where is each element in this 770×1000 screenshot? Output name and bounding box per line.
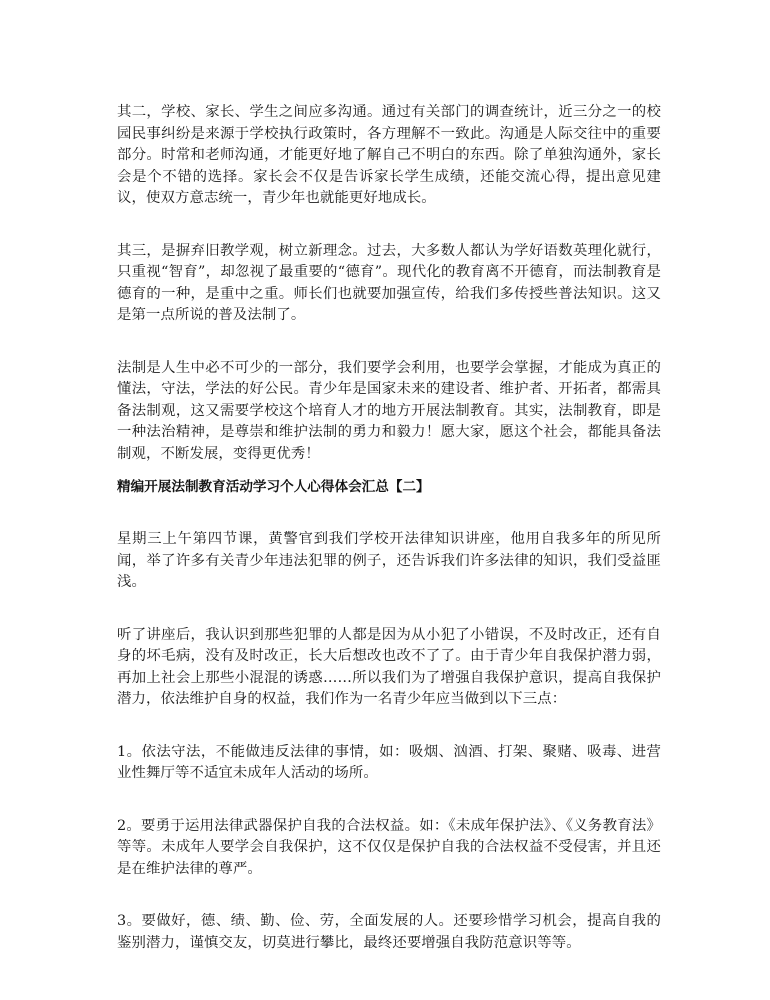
list-item-point-3: 3。要做好，德、绩、勤、俭、劳，全面发展的人。还要珍惜学习机会，提高自我的鉴别潜力，谨慎交友，切莫进行攀比，最终还要增强自我防范意识等等。	[117, 913, 661, 951]
paragraph-spacer	[117, 594, 661, 625]
document-page	[117, 102, 661, 954]
paragraph-spacer	[117, 210, 661, 241]
paragraph-spacer	[117, 880, 661, 911]
list-item-point-1: 1。依法守法，不能做违反法律的事情，如：吸烟、汹酒、打架、聚赌、吸毒、进营业性舞厅等不适宜未成年人活动的场所。	[117, 743, 661, 781]
paragraph-new-concept: 其三，是摒弃旧教学观，树立新理念。过去，大多数人都认为学好语数英理化就行，只重视“智育”，却忽视了最重要的“德育”。现代化的教育离不开德育，而法制教育是德育的一种，是重中之重。师长们也就要加强宣传，给我们多传授些普法知识。这又是第一点所说的普及法制了。	[117, 242, 661, 323]
list-item-point-2: 2。要勇于运用法律武器保护自我的合法权益。如：《未成年保护法》、《义务教育法》等等。未成年人要学会自我保护，这不仅仅是保护自我的合法权益不受侵害，并且还是在维护法律的尊严。	[117, 817, 661, 877]
paragraph-spacer	[117, 785, 661, 816]
paragraph-legal-importance: 法制是人生中必不可少的一部分，我们要学会利用，也要学会掌握，才能成为真正的懂法，守法，学法的好公民。青少年是国家未来的建设者、维护者、开拓者，都需具备法制观，这又需要学校这个培育人才的地方开展法制教育。其实，法制教育，即是一种法治精神，是尊崇和维护法制的勇力和毅力！愿大家，愿这个社会，都能具备法制观，不断发展，变得更优秀！	[117, 359, 661, 462]
paragraph-spacer	[117, 498, 661, 529]
paragraph-reflection: 听了讲座后，我认识到那些犯罪的人都是因为从小犯了小错误，不及时改正，还有自身的坏毛病，没有及时改正，长大后想改也改不了了。由于青少年自我保护潜力弱，再加上社会上那些小混混的诱惑……所以我们为了增强自我保护意识，提高自我保护潜力，依法维护自身的权益，我们作为一名青少年应当做到以下三点：	[117, 626, 661, 707]
paragraph-lecture: 星期三上午第四节课，黄警官到我们学校开法律知识讲座，他用自我多年的所见所闻，举了许多有关青少年违法犯罪的例子，还告诉我们许多法律的知识，我们受益匪浅。	[117, 531, 661, 590]
paragraph-spacer	[117, 711, 661, 742]
paragraph-spacer	[117, 465, 661, 477]
paragraph-communication: 其二，学校、家长、学生之间应多沟通。通过有关部门的调查统计，近三分之一的校园民事纠纷是来源于学校执行政策时，各方理解不一致此。沟通是人际交往中的重要部分。时常和老师沟通，才能更好地了解自己不明白的东西。除了单独沟通外，家长会是个不错的选择。家长会不仅是告诉家长学生成绩，还能交流心得，提出意见建议，使双方意志统一，青少年也就能更好地成长。	[117, 104, 661, 206]
paragraph-spacer	[117, 327, 661, 358]
section-heading: 精编开展法制教育活动学习个人心得体会汇总【二】	[117, 479, 430, 495]
